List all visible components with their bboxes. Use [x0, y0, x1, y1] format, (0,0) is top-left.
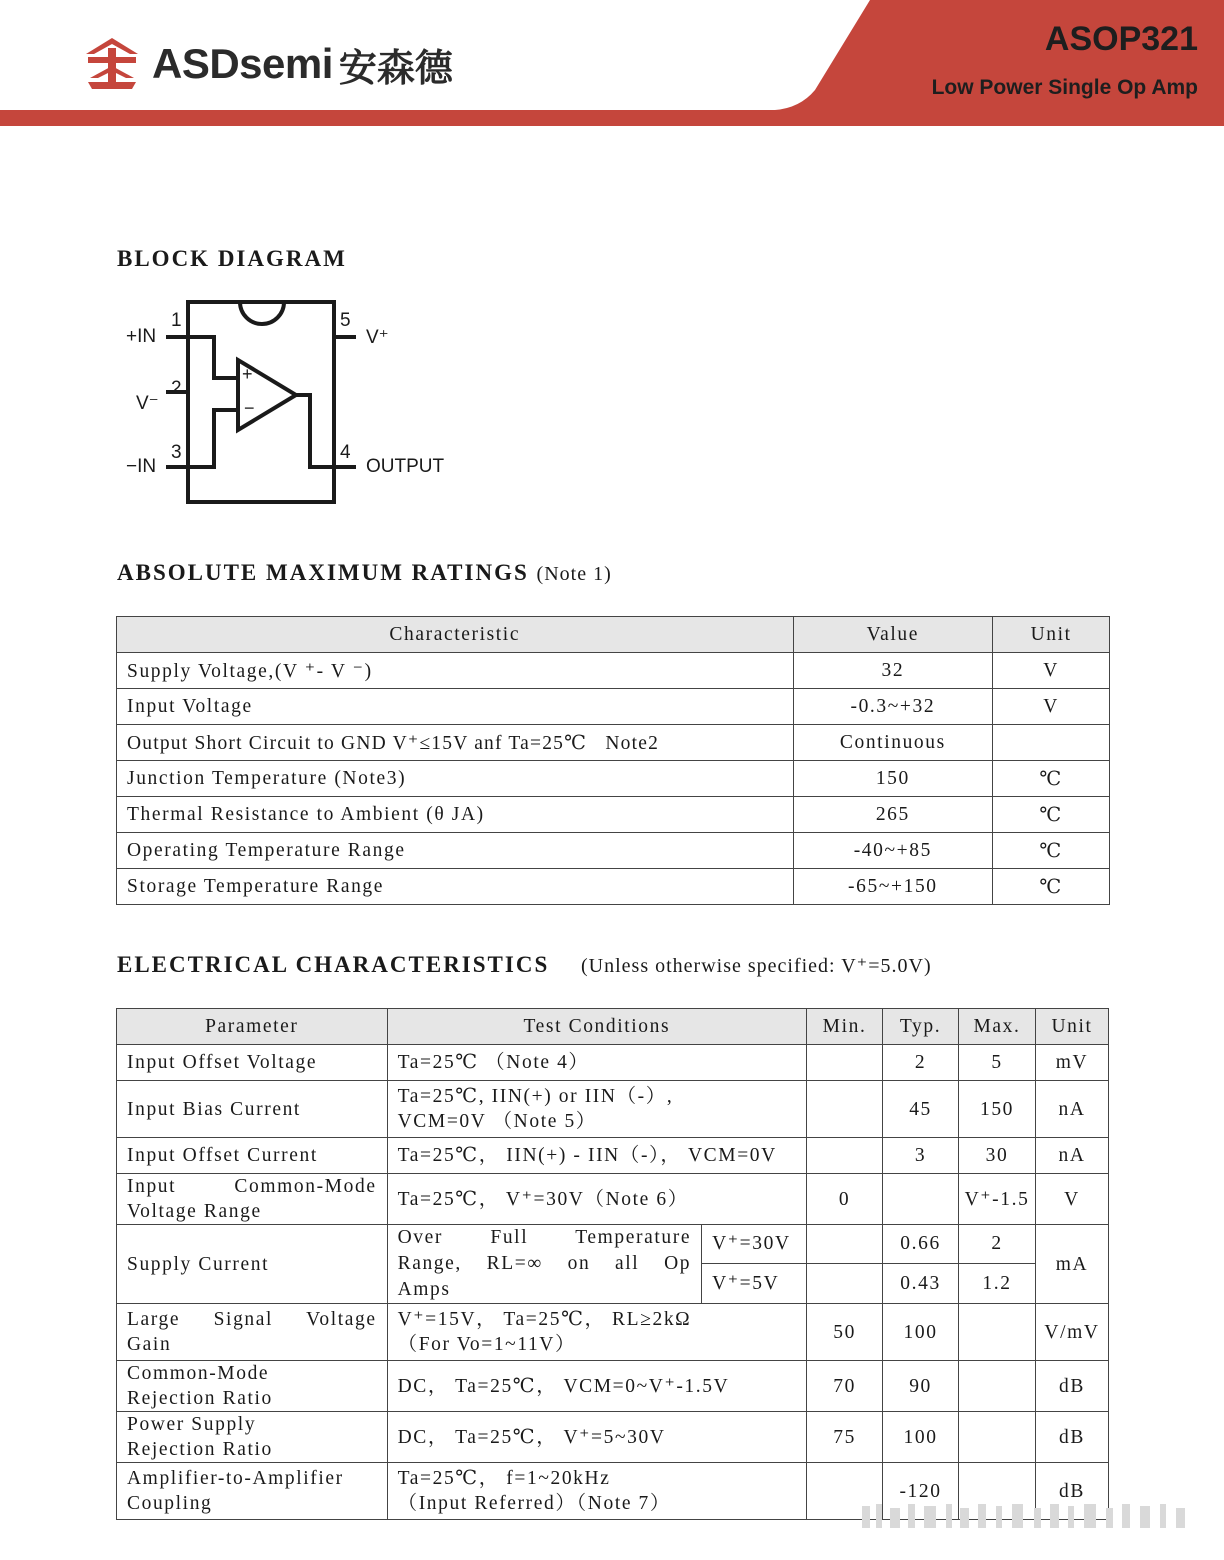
brand-name-cn: 安森德 [338, 45, 453, 90]
header-cell: Characteristic [117, 617, 794, 653]
unit-cell: V/mV [1035, 1304, 1108, 1361]
header-cell: Max. [959, 1009, 1036, 1045]
opamp-plus-sign: + [242, 364, 253, 384]
characteristic-cell: Supply Voltage,(V ⁺- V ⁻) [117, 653, 794, 689]
table-row [117, 797, 1110, 833]
brand-name: ASDsemi [152, 40, 333, 87]
value-cell: -40~+85 [793, 833, 993, 869]
condition-cell: Ta=25℃， V⁺=30V（Note 6） [387, 1174, 807, 1225]
table-row [117, 1138, 1109, 1174]
max-cell [959, 1361, 1036, 1412]
value-cell: -65~+150 [793, 869, 993, 905]
pin-3-number: 3 [171, 442, 182, 463]
header-cell: Parameter [117, 1009, 388, 1045]
condition-cell: DC， Ta=25℃， VCM=0~V⁺-1.5V [387, 1361, 807, 1412]
unit-cell: ℃ [993, 869, 1110, 905]
min-cell [807, 1045, 883, 1081]
condition-cell [387, 1463, 807, 1520]
parameter-line: Coupling [127, 1493, 213, 1514]
value-cell: Continuous [793, 725, 993, 761]
parameter-line: Rejection Ratio [127, 1388, 273, 1409]
pin-5-number: 5 [340, 310, 351, 331]
condition-line: VCM=0V （Note 5） [397, 1111, 597, 1132]
parameter-cell: Supply Current [117, 1225, 388, 1304]
max-cell [959, 1412, 1036, 1463]
parameter-line: Voltage Range [127, 1201, 262, 1222]
typ-cell: 2 [883, 1045, 959, 1081]
condition-cell: DC， Ta=25℃， V⁺=5~30V [387, 1412, 807, 1463]
unit-cell: nA [1035, 1081, 1108, 1138]
condition-cell: Ta=25℃， IIN(+) - IIN（-）， VCM=0V [387, 1138, 807, 1174]
sub-condition-cell: V⁺=30V [702, 1225, 807, 1264]
header-cell: Value [793, 617, 993, 653]
typ-cell: 0.66 [883, 1225, 959, 1264]
min-cell: 0 [807, 1174, 883, 1225]
unit-cell: ℃ [993, 761, 1110, 797]
characteristic-cell: Output Short Circuit to GND V⁺≤15V anf Ta=25℃ Note2 [117, 725, 794, 761]
block-diagram [118, 292, 448, 512]
max-cell: 2 [959, 1225, 1036, 1264]
table-row [117, 1045, 1109, 1081]
table-row [117, 869, 1110, 905]
condition-line: Amps [397, 1279, 451, 1300]
brand-logo [82, 34, 453, 94]
amr-title [117, 560, 612, 586]
parameter-cell [117, 1174, 388, 1225]
characteristic-cell: Junction Temperature (Note3) [117, 761, 794, 797]
parameter-cell: Input Offset Voltage [117, 1045, 388, 1081]
block-diagram-title: BLOCK DIAGRAM [117, 246, 347, 271]
value-cell: -0.3~+32 [793, 689, 993, 725]
condition-line: Ta=25℃， f=1~20kHz [397, 1468, 611, 1489]
typ-cell: 100 [883, 1412, 959, 1463]
sub-condition-cell: V⁺=5V [702, 1263, 807, 1303]
pin-2-name: V⁻ [136, 393, 159, 414]
condition-cell [387, 1225, 702, 1304]
min-cell: 75 [807, 1412, 883, 1463]
brand-mark-icon [82, 36, 142, 92]
opamp-minus-sign: − [244, 398, 255, 418]
typ-cell: 45 [883, 1081, 959, 1138]
unit-cell: V [993, 653, 1110, 689]
condition-cell: Ta=25℃ （Note 4） [387, 1045, 807, 1081]
typ-cell: 90 [883, 1361, 959, 1412]
typ-cell: 100 [883, 1304, 959, 1361]
max-cell [959, 1304, 1036, 1361]
unit-cell: V [993, 689, 1110, 725]
value-cell: 265 [793, 797, 993, 833]
pin-3-name: −IN [126, 456, 157, 477]
pin-1-name: +IN [126, 326, 157, 347]
amr-title-note: (Note 1) [536, 563, 612, 585]
parameter-line: Common-Mode [127, 1363, 270, 1384]
max-cell: 30 [959, 1138, 1036, 1174]
header-cell: Unit [1035, 1009, 1108, 1045]
parameter-cell [117, 1361, 388, 1412]
unit-cell: dB [1035, 1361, 1108, 1412]
header-cell: Typ. [883, 1009, 959, 1045]
typ-cell: 3 [883, 1138, 959, 1174]
min-cell [807, 1081, 883, 1138]
watermark-stripes [862, 1500, 1202, 1534]
max-cell: V⁺-1.5 [959, 1174, 1036, 1225]
pin-4-name: OUTPUT [366, 456, 445, 477]
typ-cell: 0.43 [883, 1263, 959, 1303]
value-cell: 32 [793, 653, 993, 689]
table-row [117, 833, 1110, 869]
parameter-cell: Input Bias Current [117, 1081, 388, 1138]
characteristic-cell: Thermal Resistance to Ambient (θ JA) [117, 797, 794, 833]
max-cell: 150 [959, 1081, 1036, 1138]
min-cell [807, 1263, 883, 1303]
parameter-line: Rejection Ratio [127, 1439, 273, 1460]
table-row [117, 1412, 1109, 1463]
part-number: ASOP321 [1044, 20, 1198, 58]
parameter-cell: Input Offset Current [117, 1138, 388, 1174]
parameter-line: Power Supply [127, 1414, 257, 1435]
parameter-cell [117, 1463, 388, 1520]
pin-2-number: 2 [171, 378, 182, 399]
parameter-line: Input Common-Mode [127, 1176, 377, 1197]
table-row [117, 653, 1110, 689]
header-cell: Test Conditions [387, 1009, 807, 1045]
max-cell: 5 [959, 1045, 1036, 1081]
amr-table [116, 616, 1110, 905]
unit-cell: mA [1035, 1225, 1108, 1304]
table-row [117, 725, 1110, 761]
ec-title [117, 952, 932, 978]
parameter-line: Gain [127, 1334, 172, 1355]
header-cell: Min. [807, 1009, 883, 1045]
part-description: Low Power Single Op Amp [931, 76, 1198, 99]
condition-line: Range, RL=∞ on all Op [397, 1253, 692, 1274]
unit-cell: dB [1035, 1412, 1108, 1463]
condition-cell [387, 1081, 807, 1138]
min-cell: 70 [807, 1361, 883, 1412]
table-row [117, 1174, 1109, 1225]
pin-4-number: 4 [340, 442, 351, 463]
ec-title-text: ELECTRICAL CHARACTERISTICS [117, 952, 550, 977]
min-cell [807, 1138, 883, 1174]
table-row [117, 761, 1110, 797]
condition-line: V⁺=15V， Ta=25℃， RL≥2kΩ [397, 1309, 692, 1330]
min-cell [807, 1225, 883, 1264]
unit-cell: V [1035, 1174, 1108, 1225]
parameter-line: Large Signal Voltage [127, 1309, 377, 1330]
condition-cell [387, 1304, 807, 1361]
parameter-cell [117, 1412, 388, 1463]
characteristic-cell: Operating Temperature Range [117, 833, 794, 869]
table-row [117, 1361, 1109, 1412]
parameter-cell [117, 1304, 388, 1361]
ec-table [116, 1008, 1109, 1520]
characteristic-cell: Input Voltage [117, 689, 794, 725]
table-header-row [117, 1009, 1109, 1045]
characteristic-cell: Storage Temperature Range [117, 869, 794, 905]
header-cell: Unit [993, 617, 1110, 653]
table-row [117, 1225, 1109, 1264]
table-header-row [117, 617, 1110, 653]
unit-cell: nA [1035, 1138, 1108, 1174]
amr-title-text: ABSOLUTE MAXIMUM RATINGS [117, 560, 529, 585]
max-cell: 1.2 [959, 1263, 1036, 1303]
pin-1-number: 1 [171, 310, 182, 331]
typ-cell: -120 [883, 1463, 959, 1520]
value-cell: 150 [793, 761, 993, 797]
typ-cell [883, 1174, 959, 1225]
unit-cell [993, 725, 1110, 761]
condition-line: Over Full Temperature [397, 1227, 692, 1248]
unit-cell: dB [1035, 1463, 1108, 1520]
condition-line: Ta=25℃, IIN(+) or IIN（-）, [397, 1086, 674, 1107]
unit-cell: ℃ [993, 833, 1110, 869]
condition-line: （For Vo=1~11V） [397, 1334, 577, 1355]
parameter-line: Amplifier-to-Amplifier [127, 1468, 344, 1489]
unit-cell: ℃ [993, 797, 1110, 833]
unit-cell: mV [1035, 1045, 1108, 1081]
table-row [117, 689, 1110, 725]
table-row [117, 1304, 1109, 1361]
pin-5-name: V⁺ [366, 327, 389, 348]
min-cell: 50 [807, 1304, 883, 1361]
ec-title-note: (Unless otherwise specified: V⁺=5.0V) [581, 955, 932, 977]
condition-line: （Input Referred）（Note 7） [397, 1493, 672, 1514]
table-row [117, 1081, 1109, 1138]
